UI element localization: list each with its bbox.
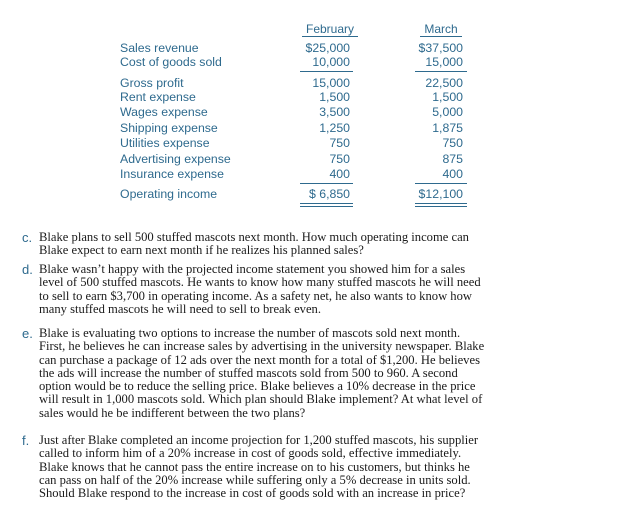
income-statement [0,0,619,210]
feb-value: 15,000 [312,76,350,90]
feb-value: 750 [329,136,350,150]
question-line: the ads will increase the number of stuffed mascots sold from 500 to 960. A second [39,365,458,380]
mar-total-underline [415,183,467,184]
question-e [22,327,612,423]
question-line: Blake knows that he cannot pass the entire increase on to his customers, but thinks he [39,459,470,474]
feb-value: 3,500 [319,105,350,119]
feb-value: 750 [329,152,350,166]
mar-value: 15,000 [425,55,463,69]
mar-value: 400 [442,167,463,181]
question-text [39,231,614,258]
row-label: Gross profit [120,76,184,90]
mar-cogs-underline [415,71,467,72]
header-march-label: March [420,22,461,37]
feb-double-underline-1 [300,203,353,204]
question-line: to sell to earn $3,700 in operating income. As a safety net, he also wants to know how [39,288,472,303]
question-line: First, he believes he can increase sales by advertising in the university newspaper. Blake [39,339,485,354]
feb-total-underline [300,183,353,184]
header-february-label: February [302,22,358,37]
mar-double-underline-2 [415,206,467,207]
question-letter: d. [22,262,33,277]
row-label: Sales revenue [120,41,199,55]
mar-value: 750 [442,136,463,150]
question-text [39,327,614,420]
row-label: Advertising expense [120,152,231,166]
row-label: Insurance expense [120,167,224,181]
question-f [22,434,612,504]
feb-value: 1,500 [319,90,350,104]
question-line: level of 500 stuffed mascots. He wants to know how many stuffed mascots he will need [39,275,481,290]
mar-value: 5,000 [432,105,463,119]
mar-value: 1,500 [432,90,463,104]
question-line: called to inform him of a 20% increase in cost of goods sold, effective immediately. [39,446,462,461]
question-line: can purchase a package of 12 ads over the next month for a total of $1,200. He believes [39,352,480,367]
question-line: many stuffed mascots he will need to sell to break even. [39,301,322,316]
question-letter: e. [22,326,33,341]
feb-value: $ 6,850 [308,187,350,201]
mar-value: 1,875 [432,121,463,135]
question-line: Blake is evaluating two options to increase the number of mascots sold next month. [39,326,461,340]
row-label: Operating income [120,187,218,201]
feb-value: 10,000 [312,55,350,69]
question-letter: f. [22,433,30,448]
row-label: Utilities expense [120,136,210,150]
question-letter: c. [22,230,33,245]
question-line: Blake plans to sell 500 stuffed mascots next month. How much operating income can [39,230,469,244]
question-line: can pass on half of the 20% increase while suffering only a 5% decrease in units sold. [39,472,471,487]
feb-value: 1,250 [319,121,350,135]
question-line: will result in 1,000 mascots sold. Which plan should Blake implement? At what level of [39,392,483,407]
row-label: Shipping expense [120,121,218,135]
mar-double-underline-1 [415,203,467,204]
header-february [300,22,360,37]
mar-value: $37,500 [418,41,463,55]
question-line: sales would he be indifferent between the two plans? [39,405,306,420]
question-line: Blake expect to earn next month if he realizes his planned sales? [39,243,364,258]
row-label: Cost of goods sold [120,55,222,69]
question-line: Should Blake respond to the increase in cost of goods sold with an increase in price? [39,486,466,501]
question-d [22,263,612,319]
question-text [39,263,614,316]
row-label: Rent expense [120,90,196,104]
question-c [22,231,612,259]
question-line: Blake wasn’t happy with the projected income statement you showed him for a sales [39,262,466,276]
feb-value: $25,000 [305,41,350,55]
question-line: Just after Blake completed an income projection for 1,200 stuffed mascots, his supplier [39,433,479,447]
mar-value: 22,500 [425,76,463,90]
feb-double-underline-2 [300,206,353,207]
feb-cogs-underline [300,71,353,72]
row-label: Wages expense [120,105,208,119]
question-text [39,434,614,500]
question-line: option would be to reduce the selling price. Blake believes a 10% decrease in the price [39,379,476,394]
mar-value: 875 [442,152,463,166]
header-march [412,22,470,37]
mar-value: $12,100 [418,187,463,201]
feb-value: 400 [329,167,350,181]
